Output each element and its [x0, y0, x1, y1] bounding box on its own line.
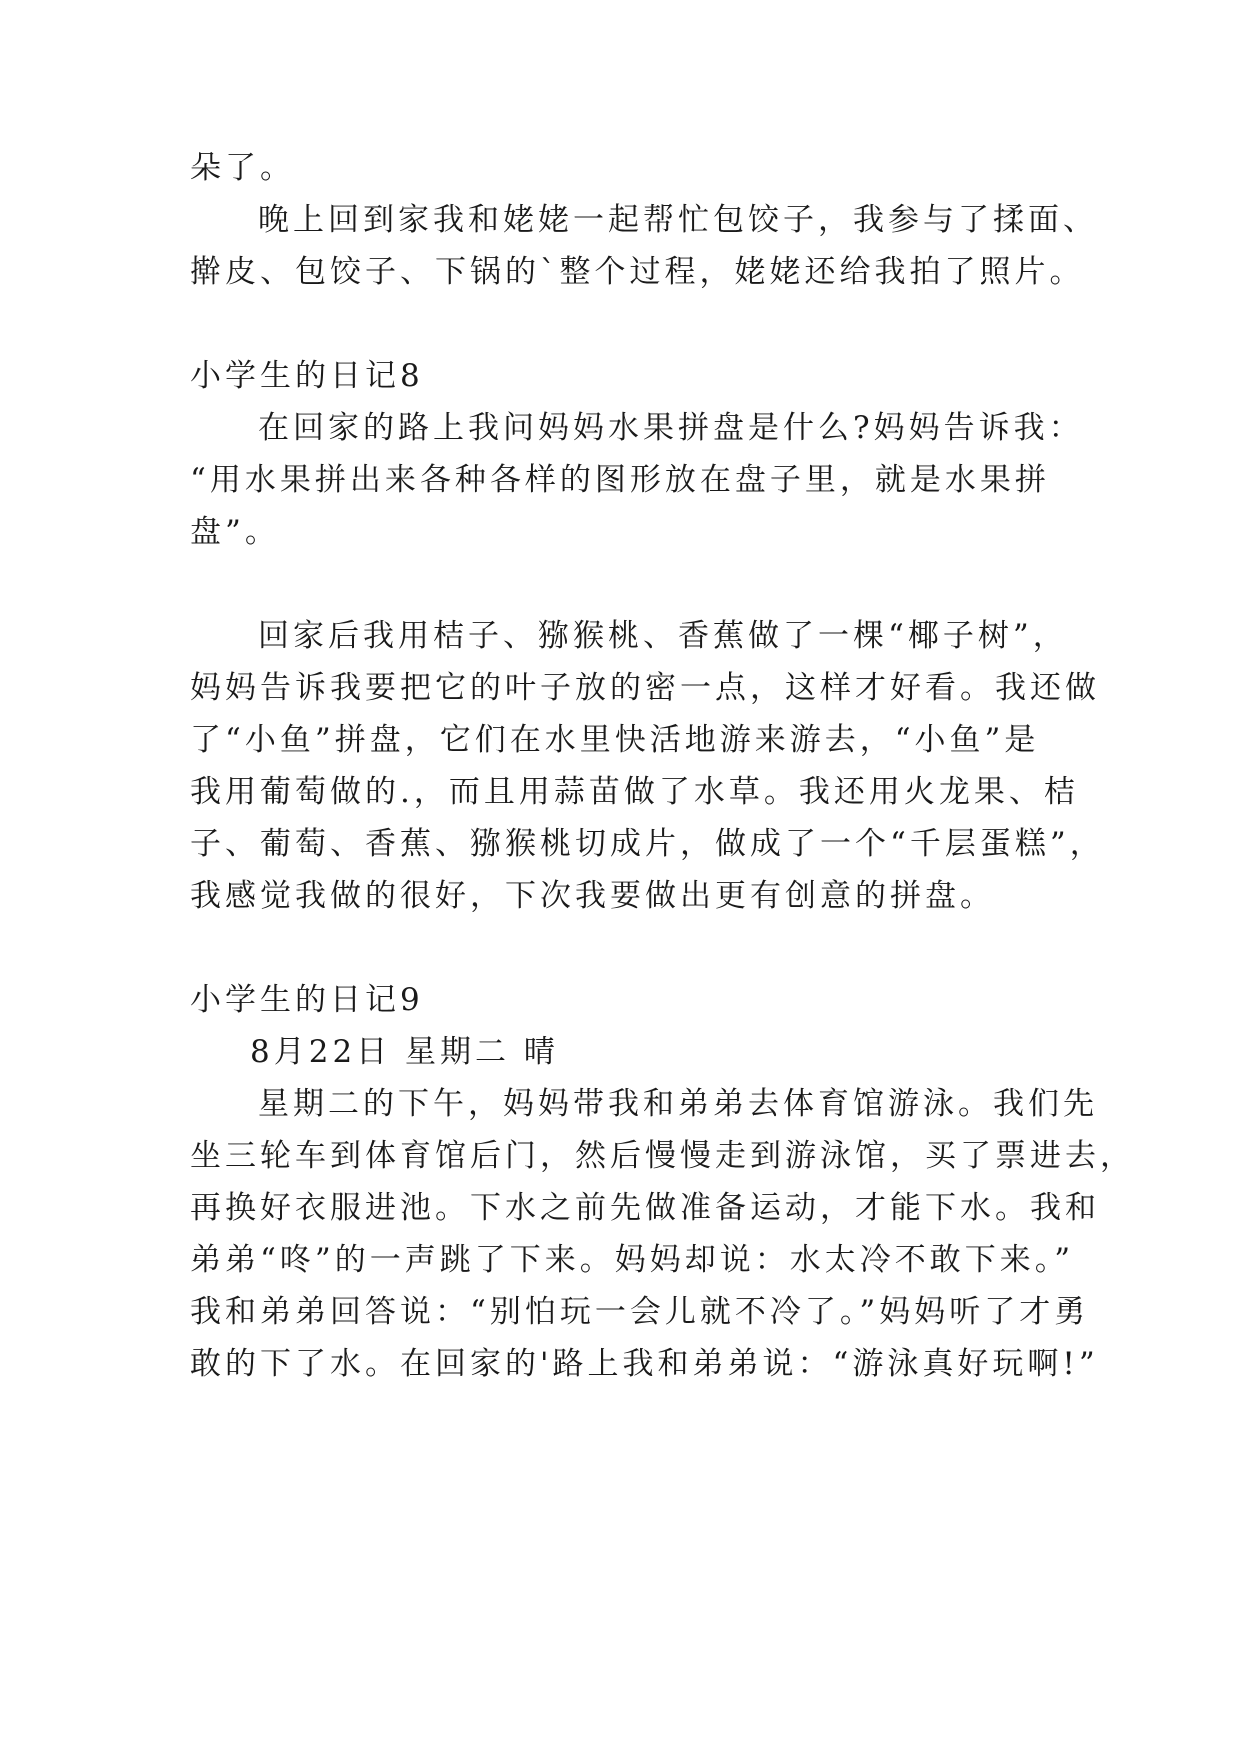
paragraph-line: 了“小鱼”拼盘，它们在水里快活地游来游去，“小鱼”是	[190, 722, 1040, 758]
paragraph-line: 擀皮、包饺子、下锅的`整个过程，姥姥还给我拍了照片。	[190, 254, 1085, 290]
paragraph-line: 盘”。	[190, 514, 280, 550]
paragraph-line: 朵了。	[190, 150, 295, 186]
paragraph-line: 妈妈告诉我要把它的叶子放的密一点，这样才好看。我还做	[190, 670, 1100, 706]
paragraph-line: 子、葡萄、香蕉、猕猴桃切成片，做成了一个“千层蛋糕”，	[190, 826, 1105, 862]
paragraph-line: 星期二的下午，妈妈带我和弟弟去体育馆游泳。我们先	[258, 1086, 1098, 1122]
paragraph-line: 我用葡萄做的.，而且用蒜苗做了水草。我还用火龙果、桔	[190, 774, 1079, 810]
paragraph-line: 在回家的路上我问妈妈水果拼盘是什么?妈妈告诉我：	[258, 410, 1084, 446]
paragraph-line: 回家后我用桔子、猕猴桃、香蕉做了一棵“椰子树”，	[258, 618, 1068, 654]
paragraph-line: “用水果拼出来各种各样的图形放在盘子里，就是水果拼	[190, 462, 1050, 498]
section-heading: 小学生的日记8	[190, 358, 424, 394]
paragraph-line: 晚上回到家我和姥姥一起帮忙包饺子，我参与了揉面、	[258, 202, 1098, 238]
paragraph-line: 坐三轮车到体育馆后门，然后慢慢走到游泳馆，买了票进去，	[190, 1138, 1135, 1174]
paragraph-line: 弟弟“咚”的一声跳了下来。妈妈却说：水太冷不敢下来。”	[190, 1242, 1075, 1278]
section-heading: 小学生的日记9	[190, 982, 424, 1018]
paragraph-line: 我和弟弟回答说：“别怕玩一会儿就不冷了。”妈妈听了才勇	[190, 1294, 1090, 1330]
paragraph-line: 我感觉我做的很好，下次我要做出更有创意的拼盘。	[190, 878, 995, 914]
date-line: 8月22日 星期二 晴	[250, 1034, 559, 1070]
paragraph-line: 再换好衣服进池。下水之前先做准备运动，才能下水。我和	[190, 1190, 1100, 1226]
paragraph-line: 敢的下了水。在回家的'路上我和弟弟说：“游泳真好玩啊!”	[190, 1346, 1099, 1382]
